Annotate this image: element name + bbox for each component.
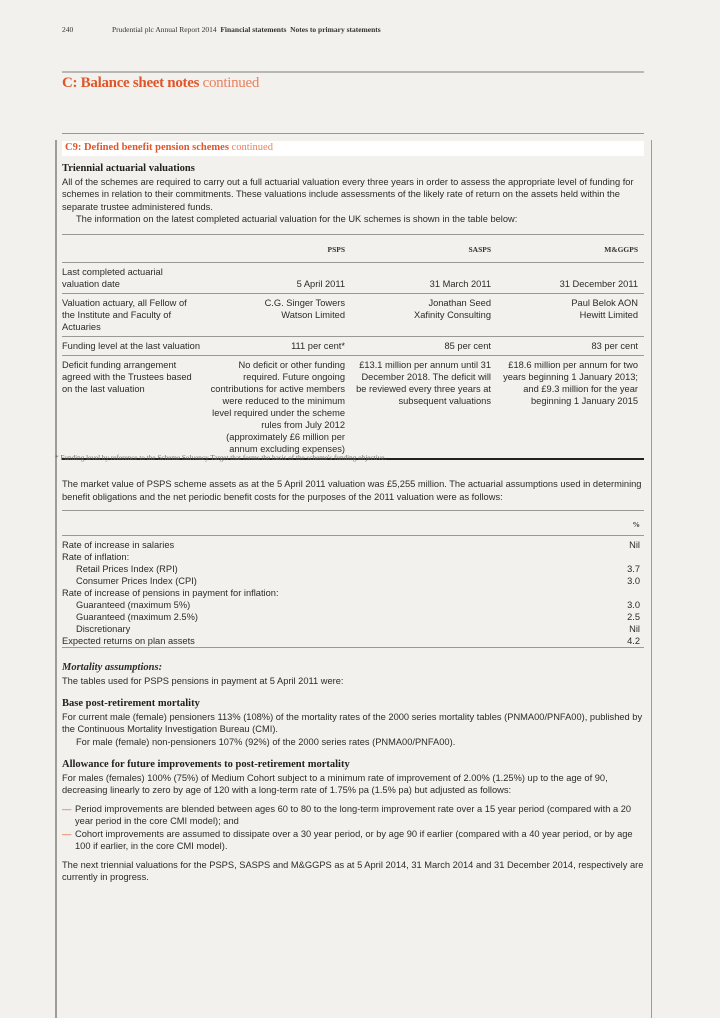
base-mortality-para-2: For male (female) non-pensioners 107% (92%) of the 2000 series rates (PNMA00/PNFA00). [76,736,456,747]
assumption-label: Expected returns on plan assets [62,636,195,646]
assumption-label: Rate of increase in salaries [62,540,175,550]
assumption-value: 2.5 [627,612,640,622]
valuation-table-wrap [62,234,644,460]
cell-sasps-text: 31 March 2011 [429,279,491,289]
table-row [62,536,644,552]
cell-sasps: £13.1 million per annum until 31 December 2018. The deficit will be reviewed every three years at subsequent valuations [356,360,491,406]
section-title-suffix: continued [202,75,260,91]
cell-mggps: £18.6 million per annum for two years beginning 1 January 2013; and £9.3 million for the year beginning 1 January 2015 [503,360,638,406]
assumption-value [602,551,644,563]
note-title-bold: C9: Defined benefit pension schemes [65,142,229,153]
table-row [62,294,644,337]
valuation-table-header [62,235,644,263]
cell-psps: C.G. Singer Towers Watson Limited [264,298,345,320]
cell-mggps-text: 31 December 2011 [559,279,638,289]
list-item [62,828,644,853]
market-value-paragraph: The market value of PSPS scheme assets as at the 5 April 2011 valuation was £5,255 million. The actuarial assumptions used in determining benefit obligations and the net periodic benefit costs for the purposes of the 2011 valuation were as follows: [62,479,642,502]
table-row [62,635,644,648]
assumptions-table [62,510,644,648]
row-label: Valuation actuary, all Fellow of the Institute and Faculty of Actuaries [62,298,187,332]
note-title-suffix: continued [231,142,273,153]
cell-mggps [497,263,644,294]
col-header-mggps: M&GGPS [604,245,638,254]
table-row [62,356,644,460]
publication-name: Prudential plc Annual Report 2014 [112,25,217,34]
table-row [62,337,644,356]
assumption-label: Discretionary [76,624,131,634]
header-subsection: Notes to primary statements [290,25,381,34]
valuation-table [62,234,644,460]
section-title [62,75,259,92]
assumption-label: Rate of increase of pensions in payment for inflation: [62,588,279,598]
cell-sasps: Jonathan Seed Xafinity Consulting [414,298,491,320]
base-mortality-para-1: For current male (female) pensioners 113% (108%) of the mortality rates of the 2000 series mortality tables (PNMA00/PNFA00), published by the Continuous Mortality Investigation Bureau (CMI). [62,711,643,734]
cell-sasps: 85 per cent [444,341,491,351]
table-row [62,563,644,575]
col-header-label [62,235,208,263]
assumption-value: Nil [629,624,640,634]
row-label: Last completed actuarial valuation date [62,267,163,289]
col-header-psps: PSPS [327,245,345,254]
assumption-label: Rate of inflation: [62,552,130,562]
assumption-value: 3.7 [627,564,640,574]
top-divider [62,71,644,73]
assumptions-table-wrap [62,510,644,648]
allowance-heading: Allowance for future improvements to post-retirement mortality [62,759,350,770]
triennial-para-2: The information on the latest completed actuarial valuation for the UK schemes is shown in the table below: [76,214,518,224]
closing-paragraph: The next triennial valuations for the PSPS, SASPS and M&GGPS as at 5 April 2014, 31 March 2014 and 31 December 2014, respectively are currently in progress. [62,859,644,882]
running-header [62,25,381,34]
section-title-bold: C: Balance sheet notes [62,75,200,91]
table-row [62,611,644,623]
mortality-section [62,662,644,884]
assumption-label: Guaranteed (maximum 2.5%) [76,612,198,622]
assumption-value: Nil [629,540,640,550]
cell-psps: No deficit or other funding required. Future ongoing contributions for active members were reduced to the minimum level required under the scheme rules from July 2012 (approximately £6 million per annum excluding expenses) [210,360,345,454]
table-row [62,551,644,563]
note-title [65,142,273,153]
cell-psps [208,263,351,294]
triennial-heading: Triennial actuarial valuations [62,163,195,174]
table-row [62,575,644,587]
cell-psps-text: 5 April 2011 [296,279,345,289]
bullet-text: Period improvements are blended between ages 60 to 80 to the long-term improvement rate over a 15 year period (compared with a 20 year period in the core CMI model); and [75,803,632,826]
table-row [62,623,644,635]
mortality-heading: Mortality assumptions: [62,662,163,673]
dash-bullet-icon: — [62,828,72,839]
list-item [62,803,644,828]
assumption-label: Guaranteed (maximum 5%) [76,600,191,610]
table-row [62,587,644,599]
allowance-bullets [62,803,644,853]
note-right-border [651,140,652,1018]
bullet-text: Cohort improvements are assumed to dissipate over a 30 year period, or by age 90 if earlier (compared with a 40 year period, or by age 100 if earlier, in the core CMI model). [75,828,633,851]
assumptions-header-label [62,511,602,536]
dash-bullet-icon: — [62,803,72,814]
mortality-intro: The tables used for PSPS pensions in payment at 5 April 2011 were: [62,675,344,686]
cell-mggps: Paul Belok AON Hewitt Limited [571,298,638,320]
cell-mggps: 83 per cent [591,341,638,351]
assumptions-unit-header: % [632,520,640,529]
header-section: Financial statements [220,25,287,34]
triennial-para-1: All of the schemes are required to carry out a full actuarial valuation every three years in order to assess the appropriate level of funding for schemes in relation to their commitments. These valuations include assessments of the likely rate of return on the assets held within the separate trustee administered funds. [62,176,634,212]
note-left-border [55,140,57,1018]
table-row [62,263,644,294]
row-label: Deficit funding arrangement agreed with the Trustees based on the last valuation [62,360,192,394]
footnote: * Funding level by reference to the Scheme Solvency Target that forms the basis of the scheme's funding objective. [55,454,387,462]
assumption-label: Retail Prices Index (RPI) [76,564,178,574]
note-top-rule [62,133,644,134]
table-row [62,599,644,611]
allowance-paragraph: For males (females) 100% (75%) of Medium Cohort subject to a minimum rate of improvement of 2.00% (1.25%) up to the age of 90, decreasing linearly to zero by age of 120 with a long-term rate of 1.75% pa (1.5% pa) but adjusted as follows: [62,772,608,795]
assumption-value: 3.0 [627,600,640,610]
page-number: 240 [62,25,74,34]
base-mortality-heading: Base post-retirement mortality [62,698,200,709]
assumptions-header [62,511,644,536]
col-header-sasps: SASPS [468,245,491,254]
assumption-value [602,587,644,599]
cell-psps: 111 per cent* [291,341,345,351]
assumption-value: 4.2 [627,636,640,646]
assumption-value: 3.0 [627,576,640,586]
cell-sasps [351,263,497,294]
assumption-label: Consumer Prices Index (CPI) [76,576,197,586]
row-label: Funding level at the last valuation [62,341,200,351]
triennial-section [62,163,644,226]
